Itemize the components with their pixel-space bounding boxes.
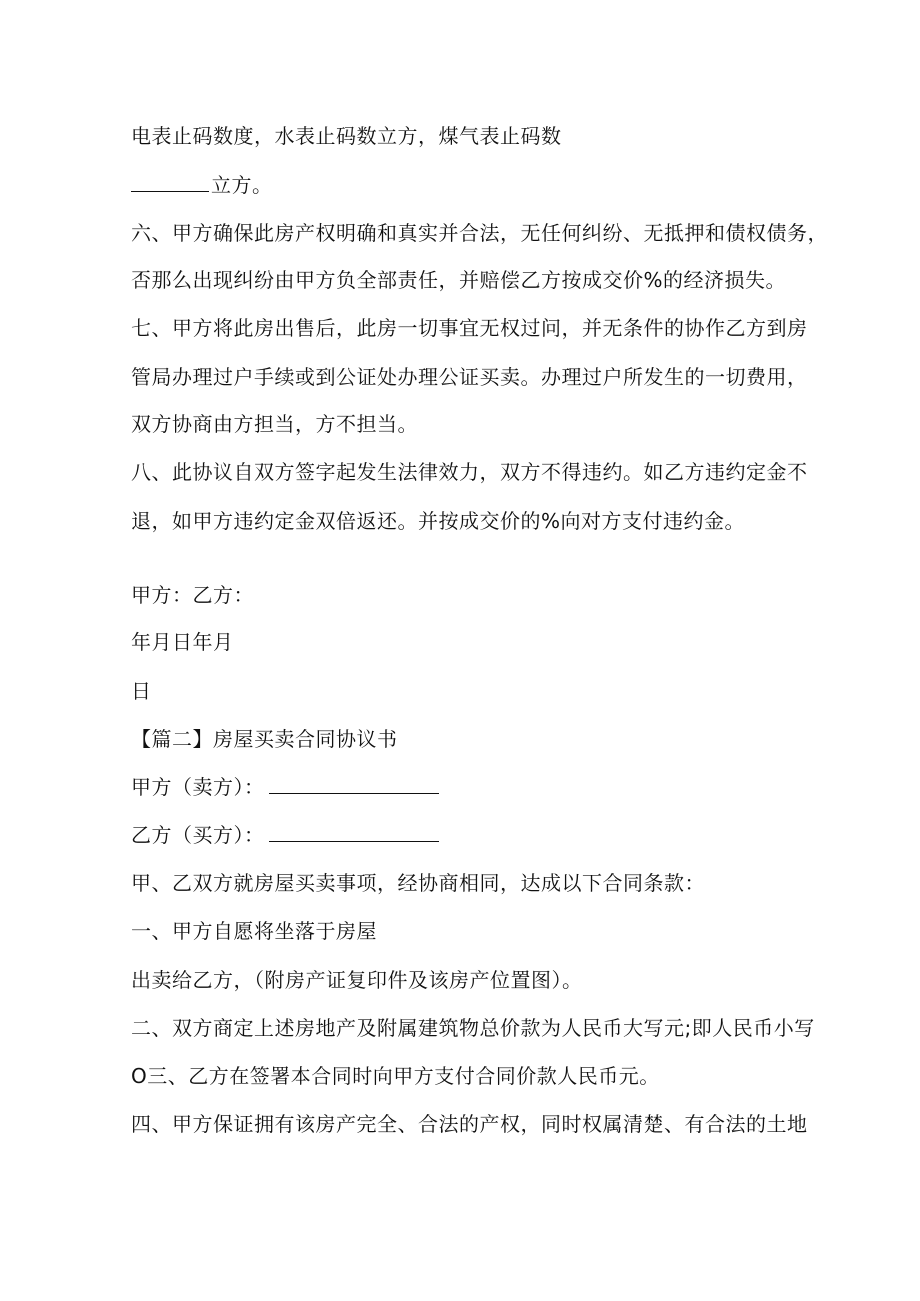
text-line: O三、乙方在签署本合同时向甲方支付合同价款人民币元。 bbox=[131, 1064, 660, 1088]
party-buyer-line bbox=[131, 821, 439, 849]
fill-in-blank bbox=[269, 773, 439, 794]
text-line: 一、甲方自愿将坐落于房屋 bbox=[131, 919, 377, 943]
text-fragment: 立方。 bbox=[211, 173, 273, 197]
text-line: 七、甲方将此房出售后，此房一切事宜无权过问，并无条件的协作乙方到房 bbox=[131, 316, 808, 340]
text-line: 双方协商由方担当，方不担当。 bbox=[131, 412, 418, 436]
signature-line: 甲方：乙方： bbox=[131, 583, 254, 607]
text-line: 退，如甲方违约定金双倍返还。并按成交价的%向对方支付违约金。 bbox=[131, 509, 746, 533]
text-line: 甲、乙双方就房屋买卖事项，经协商相同，达成以下合同条款： bbox=[131, 871, 705, 895]
party-label: 甲方（卖方）： bbox=[131, 775, 265, 799]
text-line: 八、此协议自双方签字起发生法律效力，双方不得违约。如乙方违约定金不 bbox=[131, 460, 808, 484]
date-line: 年月日年月 bbox=[131, 630, 234, 654]
text-line: 四、甲方保证拥有该房产完全、合法的产权，同时权属清楚、有合法的土地 bbox=[131, 1112, 808, 1136]
text-line: 管局办理过户手续或到公证处办理公证买卖。办理过户所发生的一切费用， bbox=[131, 365, 808, 389]
text-line: 六、甲方确保此房产权明确和真实并合法，无任何纠纷、无抵押和债权债务， bbox=[131, 221, 828, 245]
text-line: 二、双方商定上述房地产及附属建筑物总价款为人民币大写元;即人民币小写 bbox=[131, 1016, 815, 1040]
text-line: 出卖给乙方，（附房产证复印件及该房产位置图）。 bbox=[131, 968, 583, 992]
fill-in-blank bbox=[269, 821, 439, 842]
text-line-with-blank bbox=[131, 171, 273, 199]
date-line: 日 bbox=[131, 679, 152, 703]
text-line: 电表止码数度，水表止码数立方，煤气表止码数 bbox=[131, 124, 562, 148]
party-label: 乙方（买方）： bbox=[131, 823, 265, 847]
text-line: 否那么出现纠纷由甲方负全部责任，并赔偿乙方按成交价%的经济损失。 bbox=[131, 268, 787, 292]
party-seller-line bbox=[131, 773, 439, 801]
fill-in-blank bbox=[131, 171, 209, 192]
section-heading: 【篇二】房屋买卖合同协议书 bbox=[131, 727, 398, 751]
